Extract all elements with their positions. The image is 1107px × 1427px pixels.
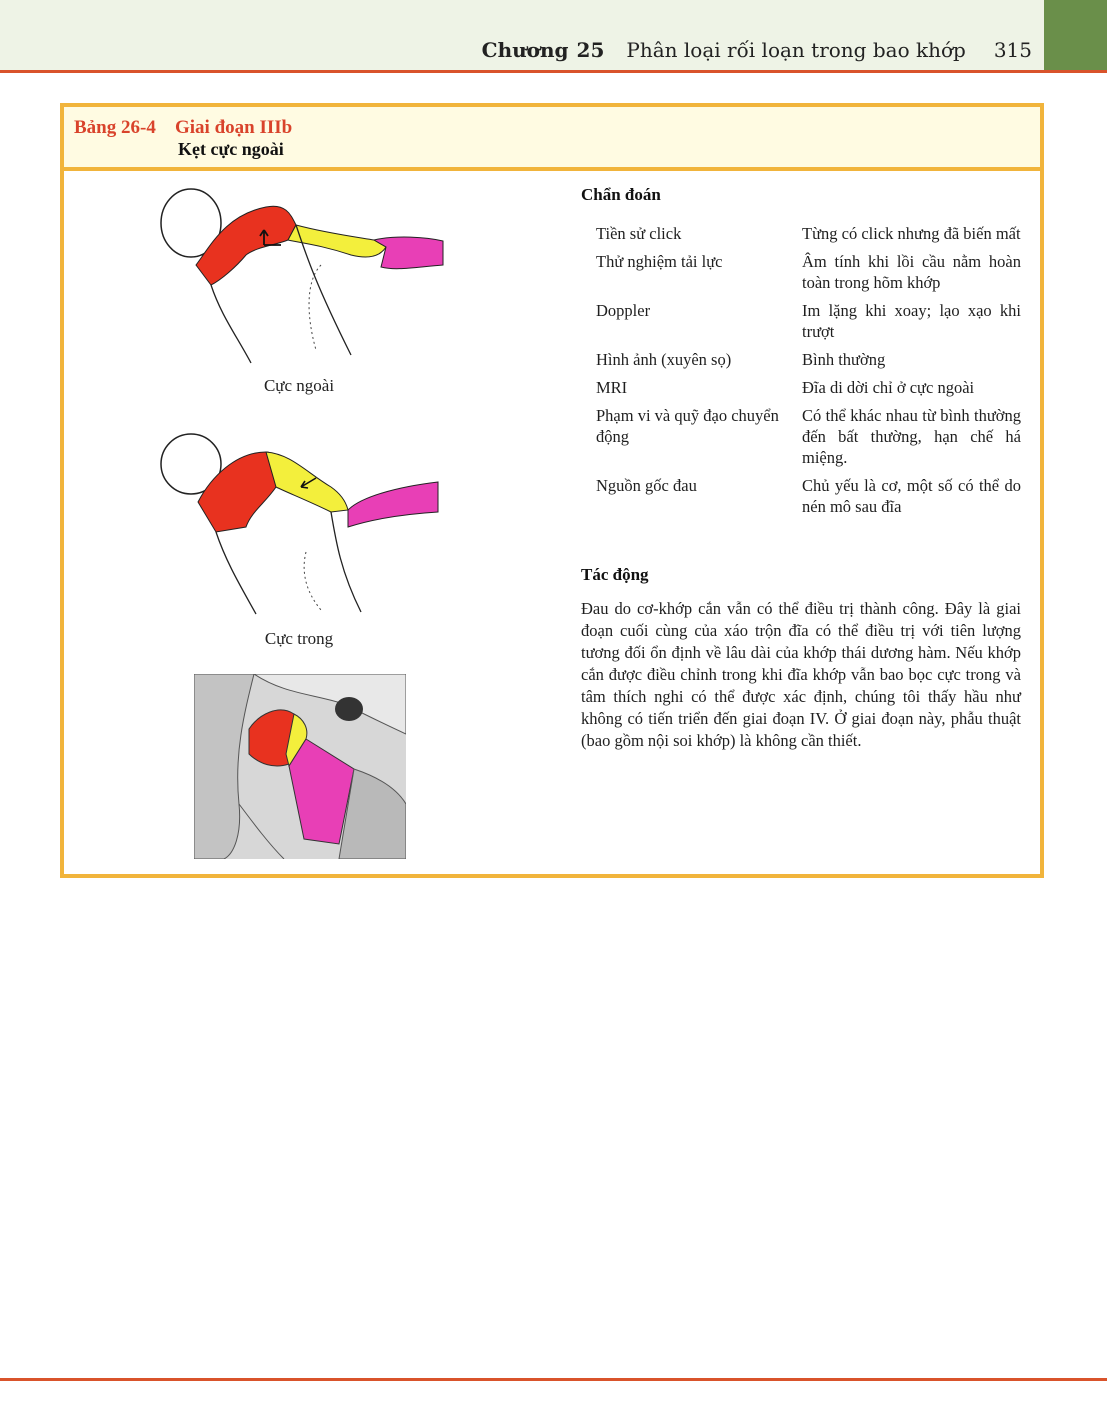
chapter-label: Chương (481, 38, 569, 62)
diagnosis-heading: Chẩn đoán (581, 185, 661, 204)
row-value: Âm tính khi lồi cầu nằm hoàn toàn trong hõm khớp (802, 252, 1021, 292)
table-row (596, 251, 1021, 300)
impact-heading: Tác động (581, 565, 649, 584)
diagnosis-column (581, 185, 1021, 750)
chapter-number: 25 (576, 38, 605, 62)
row-key: Tiền sử click (596, 224, 682, 243)
anatomical-section-illustration (194, 674, 406, 859)
page-number: 315 (993, 38, 1032, 62)
footer-rule (0, 1378, 1107, 1381)
row-value: Đĩa di dời chỉ ở cực ngoài (802, 378, 975, 397)
running-header (482, 38, 1032, 62)
diagnosis-table (596, 223, 1021, 524)
row-key: Phạm vi và quỹ đạo chuyển động (596, 406, 779, 446)
table-title: Giai đoạn IIIb (175, 117, 293, 138)
table-row (596, 377, 1021, 405)
header-rule (0, 70, 1107, 73)
row-key: Hình ảnh (xuyên sọ) (596, 350, 732, 369)
table-row (596, 405, 1021, 475)
row-value: Bình thường (802, 350, 886, 369)
table-row (596, 349, 1021, 377)
chapter-title: Phân loại rối loạn trong bao khớp (626, 38, 966, 62)
table-row (596, 300, 1021, 349)
row-key: MRI (596, 378, 628, 397)
lateral-pole-illustration (156, 185, 446, 365)
figure-caption-lateral: Cực ngoài (263, 376, 335, 395)
row-key: Nguồn gốc đau (596, 476, 697, 495)
table-subtitle: Kẹt cực ngoài (178, 139, 284, 159)
table-row (596, 223, 1021, 251)
row-key: Doppler (596, 301, 651, 320)
row-value: Có thể khác nhau từ bình thường đến bất thường, hạn chế há miệng. (802, 406, 1021, 467)
row-key: Thử nghiệm tải lực (596, 252, 723, 271)
row-value: Chủ yếu là cơ, một số có thể do nén mô sau đĩa (802, 476, 1021, 516)
impact-paragraph: Đau do cơ-khớp cắn vẫn có thể điều trị thành công. Đây là giai đoạn cuối cùng của xáo trộn đĩa có thể điều trị với tiên lượng tương đối ổn định về lâu dài của khớp thái dương hàm. Nếu khớp cắn được điều chỉnh trong khi đĩa khớp vẫn bao bọc cực trong và tâm thích nghi có thể được xác định, chúng tôi thấy hầu như không có tiến triển đến giai đoạn IV. Ở giai đoạn này, phẫu thuật (bao gồm nội soi khớp) là không cần thiết. (581, 599, 1021, 750)
figure-caption-medial: Cực trong (264, 629, 334, 648)
medial-pole-illustration (156, 432, 446, 617)
table-label: Bảng 26-4 (74, 117, 156, 138)
table-box-header (64, 107, 1040, 171)
row-value: Từng có click nhưng đã biến mất (802, 224, 1021, 243)
table-box (60, 103, 1044, 878)
header-color-tab (1044, 0, 1107, 70)
row-value: Im lặng khi xoay; lạo xạo khi trượt (802, 301, 1021, 341)
table-row (596, 475, 1021, 524)
page-header (0, 0, 1107, 70)
